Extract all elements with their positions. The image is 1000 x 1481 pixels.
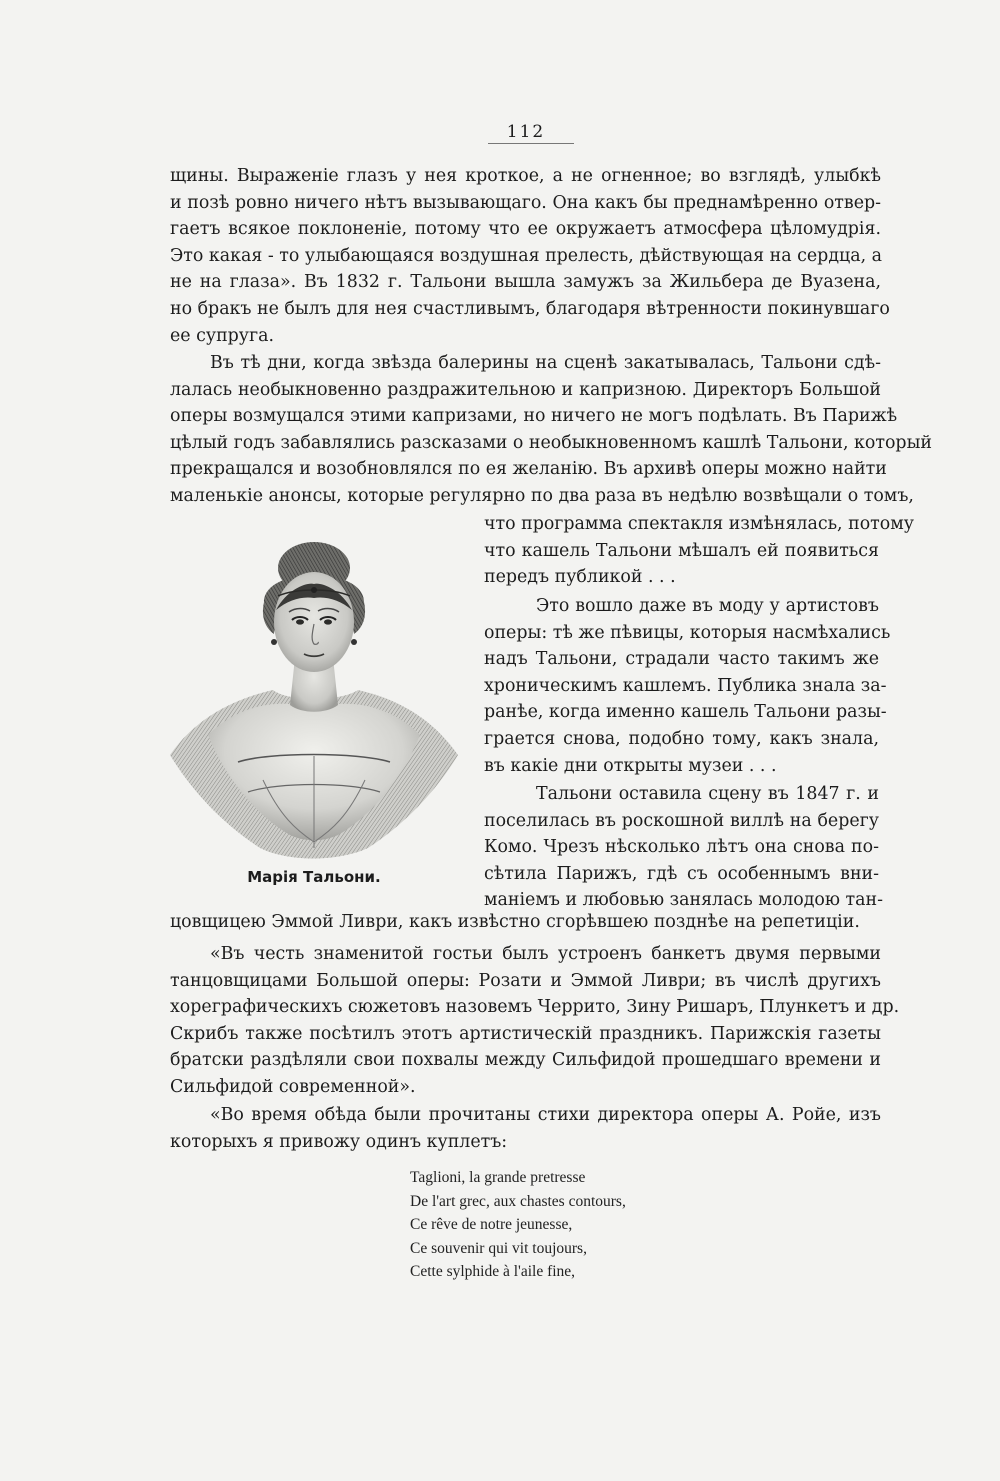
text-line: поселилась въ роскошной виллѣ на берегу	[484, 810, 879, 831]
poem-stanza	[410, 1166, 626, 1284]
text-line: грается снова, подобно тому, какъ знала,	[484, 728, 879, 749]
text-line: оперы: тѣ же пѣвицы, которыя насмѣхались	[484, 622, 891, 643]
text-line: лалась необыкновенно раздражительною и капризною. Директоръ Большой	[170, 379, 881, 400]
text-line: хроническимъ кашлемъ. Публика знала за-	[484, 675, 887, 696]
poem-line: Ce rêve de notre jeunesse,	[410, 1216, 573, 1233]
poem-line: De l'art grec, aux chastes contours,	[410, 1192, 626, 1210]
paragraph-2-wrap	[484, 511, 915, 591]
poem-line: Taglioni, la grande pretresse	[410, 1169, 586, 1186]
paragraph-5	[170, 941, 900, 1101]
text-line: танцовщицами Большой оперы: Розати и Эммой Ливри; въ числѣ другихъ	[170, 970, 881, 991]
text-line: «Во время обѣда были прочитаны стихи директора оперы А. Ройе, изъ	[210, 1105, 881, 1125]
page-number-rule	[488, 143, 574, 144]
text-line: хореграфическихъ сюжетовъ назовемъ Черрито, Зину Ришаръ, Плункетъ и др.	[170, 997, 900, 1018]
text-line: прекращался и возобновлялся по ея желанію. Въ архивѣ оперы можно найти	[170, 459, 887, 480]
page-number: 112	[506, 122, 546, 142]
text-line: что программа спектакля измѣнялась, потому	[484, 514, 915, 534]
portrait-caption: Марія Тальони.	[247, 868, 381, 886]
text-line: передъ публикой . . .	[484, 567, 676, 588]
text-line: Это вошло даже въ моду у артистовъ	[536, 596, 879, 616]
text-line: въ какіе дни открыты музеи . . .	[484, 755, 777, 776]
text-line: Сильфидой современной».	[170, 1076, 416, 1097]
poem-line: Cette sylphide à l'aile fine,	[410, 1263, 576, 1280]
text-line: маленькіе анонсы, которые регулярно по два раза въ недѣлю возвѣщали о томъ,	[170, 485, 914, 506]
text-line: «Въ честь знаменитой гостьи былъ устроенъ банкетъ двумя первыми	[210, 944, 881, 964]
text-line: оперы возмущался этими капризами, но ничего не могъ подѣлать. Въ Парижѣ	[170, 406, 898, 427]
text-line: гаетъ всякое поклоненіе, потому что ее окружаетъ атмосфера цѣломудрія.	[170, 219, 881, 240]
text-line: маніемъ и любовью занялась молодою тан-	[484, 890, 884, 911]
text-line: Тальони оставила сцену въ 1847 г. и	[536, 784, 879, 804]
text-line: но бракъ не былъ для нея счастливымъ, благодаря вѣтренности покинувшаго	[170, 298, 890, 319]
text-line: ранѣе, когда именно кашель Тальони разы-	[484, 702, 887, 723]
text-line: цовщицею Эммой Ливри, какъ извѣстно сгорѣвшею позднѣе на репетиціи.	[170, 912, 860, 932]
text-line: сѣтила Парижъ, гдѣ съ особеннымъ вни-	[484, 863, 879, 884]
text-line: Комо. Чрезъ нѣсколько лѣтъ она снова по-	[484, 837, 879, 858]
text-line: Въ тѣ дни, когда звѣзда балерины на сценѣ закатывалась, Тальони сдѣ-	[210, 353, 881, 373]
text-line: щины. Выраженіе глазъ у нея кроткое, а не огненное; во взглядѣ, улыбкѣ	[170, 166, 881, 186]
paragraph-4	[484, 781, 884, 914]
text-line: которыхъ я привожу одинъ куплетъ:	[170, 1131, 508, 1152]
paragraph-2	[170, 350, 932, 510]
text-line: надъ Тальони, страдали часто такимъ же	[484, 649, 879, 670]
paragraph-6	[170, 1102, 881, 1155]
text-line: что кашель Тальони мѣшалъ ей появиться	[484, 540, 879, 561]
portrait-image	[168, 530, 460, 865]
paragraph-3	[484, 593, 891, 779]
text-line: братски раздѣляли свои похвалы между Сильфидой прошедшаго времени и	[170, 1050, 881, 1071]
poem-line: Ce souvenir qui vit toujours,	[410, 1239, 587, 1257]
paragraph-4-end	[170, 909, 881, 936]
text-line: не на глаза». Въ 1832 г. Тальони вышла замужъ за Жильбера де Вуазена,	[170, 272, 881, 293]
text-line: Скрибъ также посѣтилъ этотъ артистическій праздникъ. Парижскія газеты	[170, 1023, 881, 1044]
text-line: цѣлый годъ забавлялись разсказами о необыкновенномъ кашлѣ Тальони, который	[170, 432, 932, 453]
text-line: Это какая - то улыбающаяся воздушная прелесть, дѣйствующая на сердца, а	[170, 245, 882, 266]
paragraph-1	[170, 163, 890, 349]
text-line: ее супруга.	[170, 325, 275, 346]
text-line: и позѣ ровно ничего нѣтъ вызывающаго. Она какъ бы преднамѣренно отвер-	[170, 192, 881, 213]
